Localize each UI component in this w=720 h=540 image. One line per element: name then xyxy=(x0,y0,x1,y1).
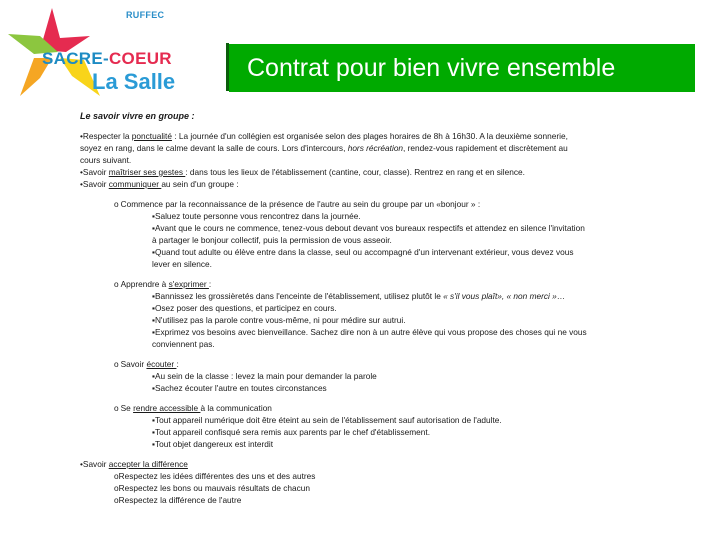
list-item: ▪Saluez toute personne vous rencontrez dans la journée. xyxy=(152,211,361,221)
list-item: conviennent pas. xyxy=(152,339,215,349)
sub-commence: o Commence par la reconnaissance de la présence de l'autre au sein du groupe par un «bonjour » : xyxy=(114,199,481,209)
list-item: oRespectez la différence de l'autre xyxy=(114,495,242,505)
sub-ecouter: o Savoir écouter : xyxy=(114,359,179,369)
logo-la-salle: La Salle xyxy=(92,69,176,94)
bullet-ponctualite-line3: cours suivant. xyxy=(80,155,132,165)
bullet-difference: •Savoir accepter la différence xyxy=(80,459,188,469)
list-item: ▪Osez poser des questions, et participez en cours. xyxy=(152,303,337,313)
list-item: ▪Quand tout adulte ou élève entre dans la classe, seul ou accompagné d'un intervenant extérieur, vous devez vous xyxy=(152,247,574,257)
bullet-ponctualite-line2: soyez en rang, dans le calme devant la salle de cours. Lors d'intercours, hors récréation, rendez-vous rapidement et discrètement au xyxy=(80,143,568,153)
bullet-gestes: •Savoir maîtriser ses gestes : dans tous les lieux de l'établissement (cantine, cour, classe). Rentrez en rang et en silence. xyxy=(80,167,525,177)
list-item: ▪Sachez écouter l'autre en toutes circonstances xyxy=(152,383,327,393)
list-item: ▪Avant que le cours ne commence, tenez-vous debout devant vos bureaux respectifs et attendez en silence l'invitation xyxy=(152,223,585,233)
list-item: ▪Tout appareil confisqué sera remis aux parents par le chef d'établissement. xyxy=(152,427,431,437)
list-item: oRespectez les bons ou mauvais résultats de chacun xyxy=(114,483,311,493)
list-item: ▪Bannissez les grossièretés dans l'enceinte de l'établissement, utilisez plutôt le « s'il vous plaît», « non merci »… xyxy=(152,291,566,301)
list-item: ▪Tout appareil numérique doit être éteint au sein de l'établissement sauf autorisation de l'adulte. xyxy=(152,415,502,425)
logo-name: SACRE-COEUR xyxy=(42,49,172,68)
list-item: ▪Exprimez vos besoins avec bienveillance. Sachez dire non à un autre élève qui vous propose des choses qui ne vous xyxy=(152,327,587,337)
list-item: ▪Tout objet dangereux est interdit xyxy=(152,439,274,449)
list-item: à partager le bonjour collectif, puis la permission de vous asseoir. xyxy=(152,235,392,245)
logo-ruffec: RUFFEC xyxy=(126,10,165,20)
page-title: Contrat pour bien vivre ensemble xyxy=(247,54,616,82)
sub-accessible: o Se rendre accessible à la communication xyxy=(114,403,272,413)
bullet-communiquer: •Savoir communiquer au sein d'un groupe : xyxy=(80,179,239,189)
school-logo xyxy=(0,0,190,105)
list-item: ▪N'utilisez pas la parole contre vous-même, ni pour médire sur autrui. xyxy=(152,315,406,325)
section-heading: Le savoir vivre en groupe : xyxy=(80,111,195,121)
bullet-ponctualite: •Respecter la ponctualité : La journée d'un collégien est organisée selon des plages horaires de 8h à 16h30. A la deuxième sonnerie, xyxy=(80,131,568,141)
document-body xyxy=(80,110,680,506)
list-item: oRespectez les idées différentes des uns et des autres xyxy=(114,471,316,481)
list-item: ▪Au sein de la classe : levez la main pour demander la parole xyxy=(152,371,377,381)
sub-exprimer: o Apprendre à s'exprimer : xyxy=(114,279,212,289)
list-item: lever en silence. xyxy=(152,259,212,269)
